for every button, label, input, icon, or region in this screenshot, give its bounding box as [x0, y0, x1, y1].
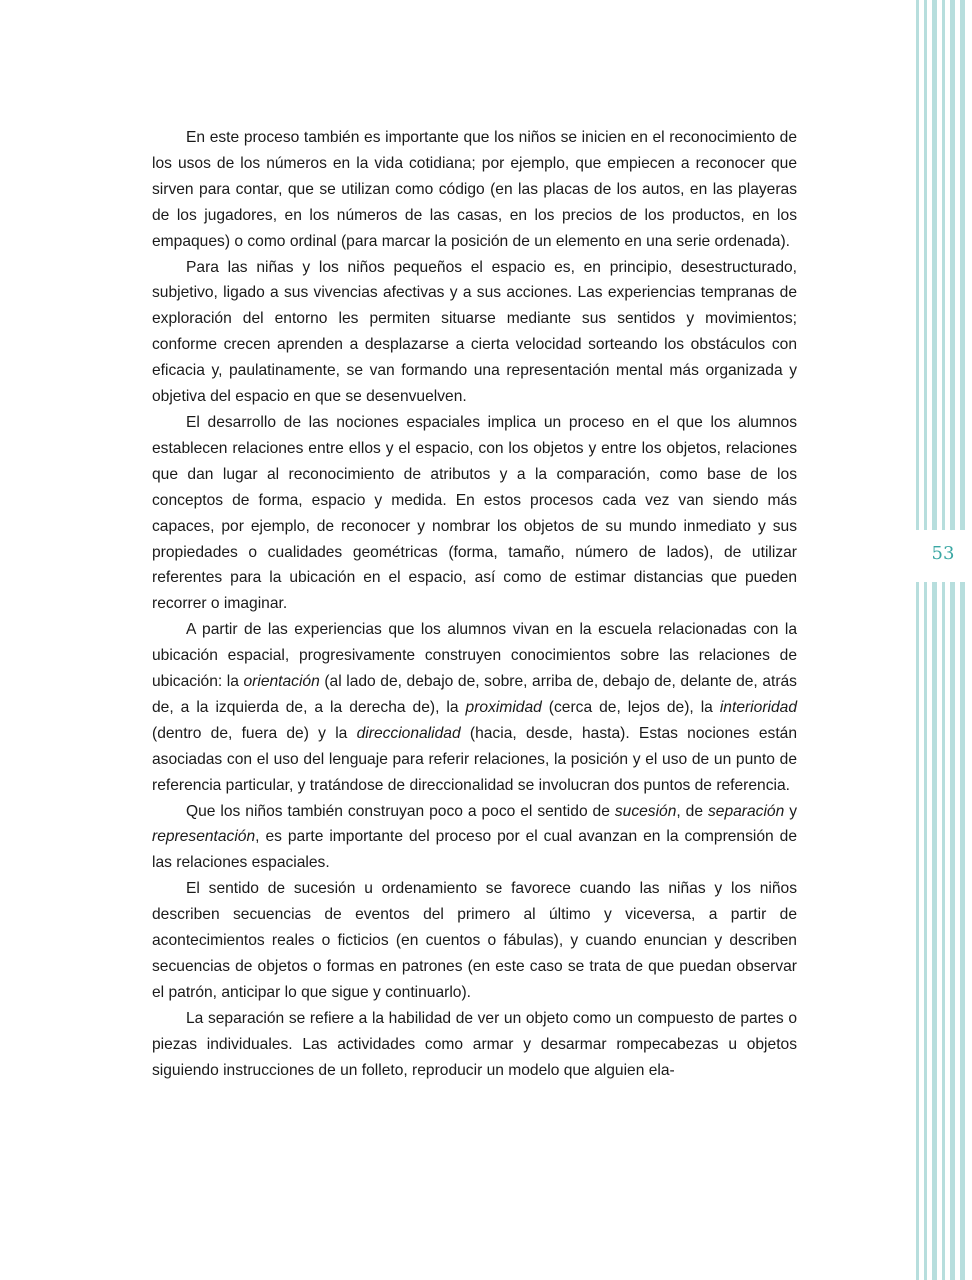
page-number: 53: [931, 543, 955, 564]
text-run: (cerca de, lejos de), la: [541, 698, 720, 716]
emphasis-term: direccionalidad: [356, 724, 461, 742]
emphasis-term: separación: [707, 802, 785, 820]
text-run: (hacia, desde, hasta). Estas nociones están asociadas con el uso del lenguaje para referir relaciones, la posición y el uso de un punto de referencia particular, y tratándose de direccionalidad se involucran dos puntos de referencia.: [152, 724, 797, 794]
text-run: A partir de las experiencias que los alumnos vivan en la escuela relacionadas con la ubicación espacial, progresivamente construyen conocimientos sobre las relaciones de ubicación: la: [152, 621, 797, 691]
margin-stripe: [950, 0, 955, 1280]
margin-stripe: [924, 0, 927, 1280]
emphasis-term: representación: [152, 828, 256, 846]
paragraph-4: [152, 617, 797, 798]
text-run: En este proceso también es importante que los niños se inicien en el reconocimiento de los usos de los números en la vida cotidiana; por ejemplo, que empiecen a reconocer que sirven para contar, que se utilizan como código (en las placas de los autos, en las playeras de los jugadores, en los números de las casas, en los precios de los productos, en los empaques) o como ordinal (para marcar la posición de un elemento en una serie ordenada).: [152, 129, 797, 250]
body-text: [152, 125, 797, 1084]
text-run: , es parte importante del proceso por el cual avanzan en la comprensión de las relaciones espaciales.: [152, 828, 797, 872]
paragraph-5: [152, 799, 797, 877]
margin-stripe: [960, 0, 965, 1280]
margin-stripe: [932, 0, 937, 1280]
text-run: El desarrollo de las nociones espaciales implica un proceso en el que los alumnos establecen relaciones entre ellos y el espacio, con los objetos y entre los objetos, relaciones que dan lugar al reconocimiento de atributos y a la comparación, como base de los conceptos de forma, espacio y medida. En estos procesos cada vez van siendo más capaces, por ejemplo, de reconocer y nombrar los objetos de su mundo inmediato y sus propiedades o cualidades geométricas (forma, tamaño, número de lados), de utilizar referentes para la ubicación en el espacio, así como de estimar distancias que pueden recorrer o imaginar.: [152, 413, 797, 613]
margin-stripe: [916, 0, 919, 1280]
text-run: (al lado de, debajo de, sobre, arriba de, debajo de, delante de, atrás de, a la izquierda de, a la derecha de), la: [152, 673, 797, 716]
emphasis-term: proximidad: [465, 698, 542, 716]
text-run: y: [784, 802, 798, 820]
margin-stripe: [942, 0, 945, 1280]
text-run: La separación se refiere a la habilidad de ver un objeto como un compuesto de partes o piezas individuales. Las actividades como armar y desarmar rompecabezas u objetos siguiendo instrucciones de un folleto, reproducir un modelo que alguien ela-: [152, 1009, 797, 1079]
paragraph-6: [152, 876, 797, 1006]
emphasis-term: interioridad: [719, 698, 797, 716]
paragraph-3: [152, 410, 797, 617]
paragraph-1: [152, 125, 797, 255]
margin-decoration: [912, 0, 972, 1280]
text-run: (dentro de, fuera de) y la: [152, 724, 357, 742]
text-run: Para las niñas y los niños pequeños el espacio es, en principio, desestructurado, subjetivo, ligado a sus vivencias afectivas y a sus acciones. Las experiencias tempranas de exploración del entorno les permiten situarse mediante sus sentidos y movimientos; conforme crecen aprenden a desplazarse a cierta velocidad sorteando los obstáculos con eficacia y, paulatinamente, se van formando una representación mental más organizada y objetiva del espacio en que se desenvuelven.: [152, 258, 797, 406]
text-run: El sentido de sucesión u ordenamiento se favorece cuando las niñas y los niños describen secuencias de eventos del primero al último y viceversa, a partir de acontecimientos reales o ficticios (en cuentos o fábulas), y cuando enuncian y describen secuencias de objetos o formas en patrones (en este caso se trata de que puedan observar el patrón, anticipar lo que sigue y continuarlo).: [152, 880, 797, 1001]
emphasis-term: sucesión: [614, 802, 677, 820]
emphasis-term: orientación: [243, 673, 320, 691]
paragraph-7: [152, 1006, 797, 1084]
text-run: Que los niños también construyan poco a poco el sentido de: [186, 802, 615, 820]
paragraph-2: [152, 255, 797, 410]
text-run: , de: [676, 802, 708, 820]
